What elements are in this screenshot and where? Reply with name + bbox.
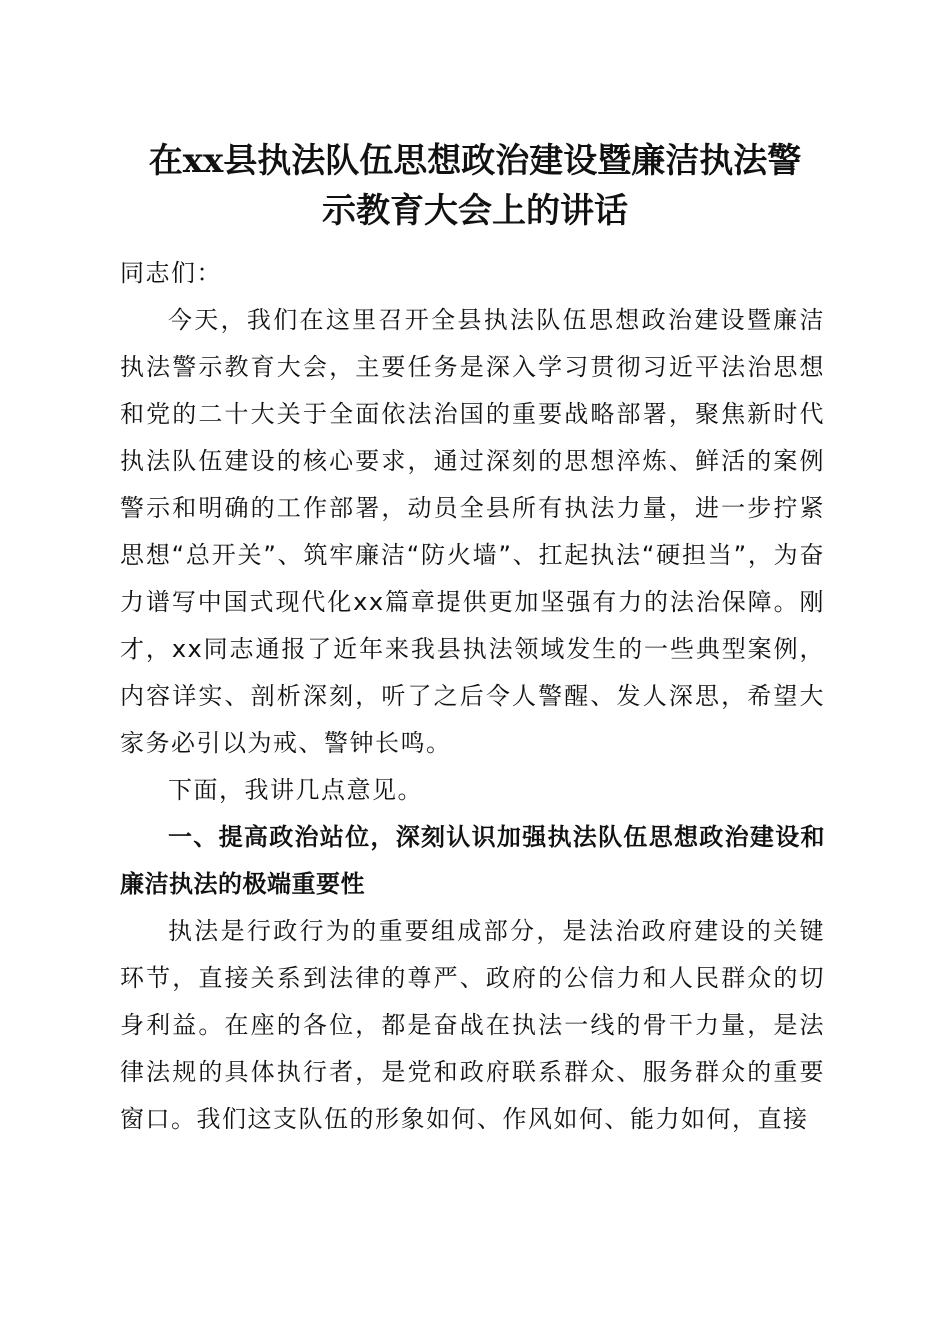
title-line-1: 在xx县执法队伍思想政治建设暨廉洁执法警 (148, 141, 802, 181)
section-heading-1: 一、提高政治站位，深刻认识加强执法队伍思想政治建设和廉洁执法的极端重要性 (120, 823, 825, 898)
document-body (120, 250, 825, 1143)
salutation: 同志们： (120, 259, 222, 287)
paragraph-section-1: 执法是行政行为的重要组成部分，是法治政府建设的关键环节，直接关系到法律的尊严、政府的公信力和人民群众的切身利益。在座的各位，都是奋战在执法一线的骨干力量，是法律法规的具体执行者，是党和政府联系群众、服务群众的重要窗口。我们这支队伍的形象如何、作风如何、能力如何，直接 (120, 917, 825, 1133)
document-title (110, 136, 840, 236)
paragraph-opening: 今天，我们在这里召开全县执法队伍思想政治建设暨廉洁执法警示教育大会，主要任务是深入学习贯彻习近平法治思想和党的二十大关于全面依法治国的重要战略部署，聚焦新时代执法队伍建设的核心要求，通过深刻的思想淬炼、鲜活的案例警示和明确的工作部署，动员全县所有执法力量，进一步拧紧思想“总开关”、筑牢廉洁“防火墙”、扛起执法“硬担当”，为奋力谱写中国式现代化xx篇章提供更加坚强有力的法治保障。刚才，xx同志通报了近年来我县执法领域发生的一些典型案例，内容详实、剖析深刻，听了之后令人警醒、发人深思，希望大家务必引以为戒、警钟长鸣。 (120, 306, 825, 757)
title-line-2: 示教育大会上的讲话 (322, 191, 628, 231)
paragraph-transition: 下面，我讲几点意见。 (168, 776, 423, 804)
